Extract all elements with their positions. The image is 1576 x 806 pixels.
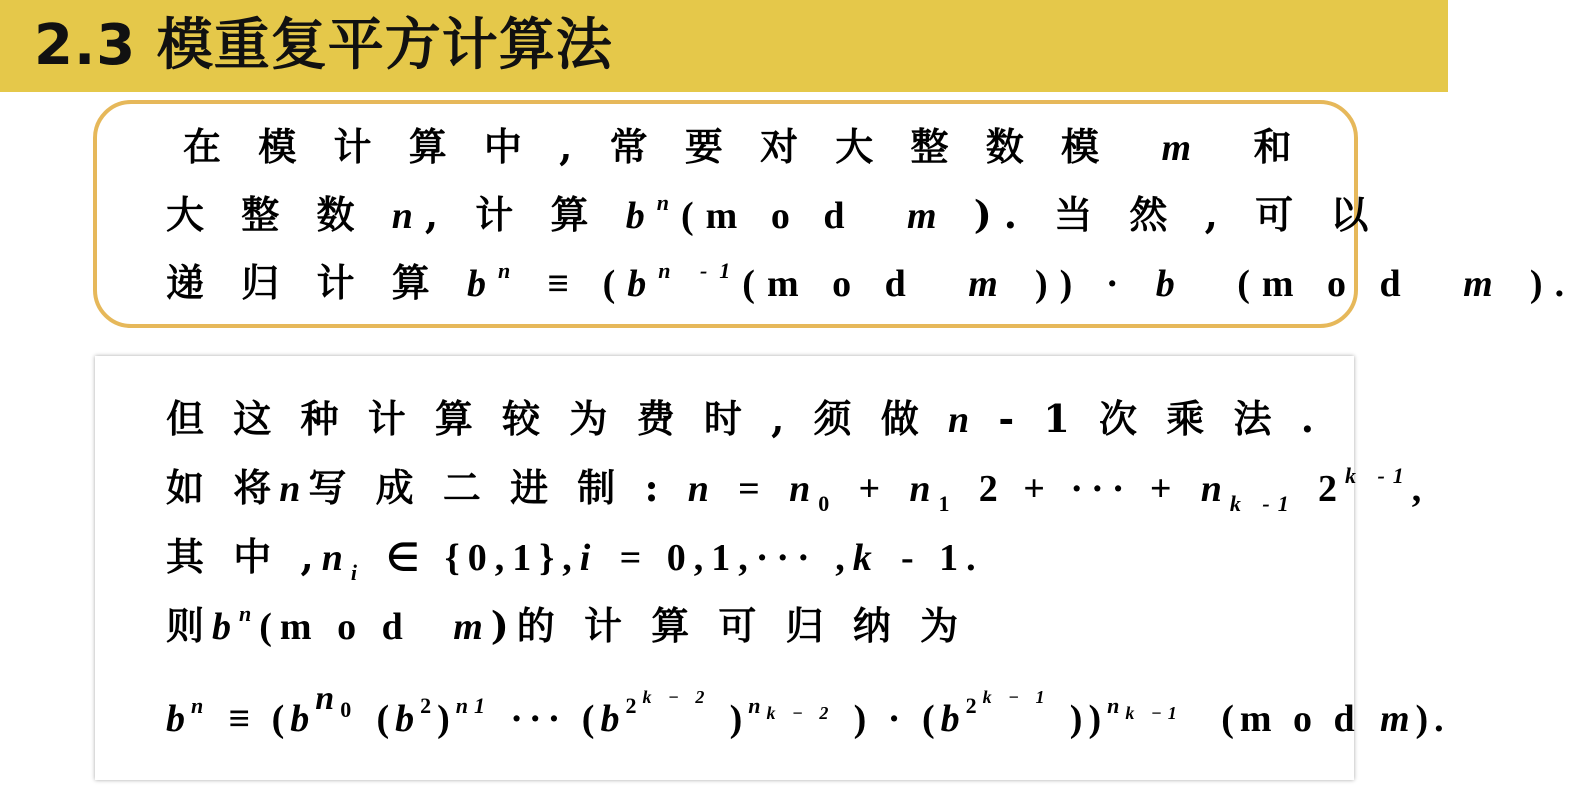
var-n1: n — [909, 468, 939, 510]
method-line-2-mid: 写 成 二 进 制 : — [308, 465, 667, 510]
method-line-4-end: )的 计 算 可 归 纳 为 — [490, 603, 967, 648]
intro-line-2-text: 大 整 数 — [166, 192, 367, 237]
close-end: ). — [1415, 698, 1450, 740]
intro-line-1-text: 在 模 计 算 中 , 常 要 对 大 整 数 模 — [183, 124, 1111, 169]
var-n: n — [687, 468, 717, 510]
mod-open: (m o d — [1237, 263, 1413, 305]
sub-i: i — [350, 560, 365, 585]
intro-line-1-end: 和 — [1253, 124, 1304, 169]
sup-k-1: k -1 — [1344, 463, 1412, 488]
exp-2: 2 — [625, 693, 643, 718]
var-b: b — [395, 698, 421, 740]
var-n: n — [321, 537, 351, 579]
minus-one: - 1. — [900, 537, 984, 579]
sub-0: 0 — [818, 491, 838, 516]
two: 2 — [1317, 468, 1345, 510]
var-n0: n — [789, 468, 819, 510]
var-n: n — [391, 195, 425, 237]
close-dot: )) · — [1035, 263, 1131, 305]
method-line-2 — [166, 463, 1430, 516]
method-line-4-text: 则 — [166, 603, 213, 648]
exp-k-1: k − 1 — [982, 687, 1051, 707]
intro-line-2 — [166, 190, 1380, 240]
comma: , — [1411, 468, 1430, 510]
method-line-1 — [166, 394, 1322, 444]
exp-n-sub-k-2: k − 2 — [766, 703, 835, 723]
var-b: b — [290, 698, 316, 740]
var-n: n — [279, 468, 309, 510]
intro-line-2-mid: , 计 算 — [424, 192, 601, 237]
exp-n: n — [748, 693, 767, 718]
var-b: b — [212, 606, 240, 648]
var-b: b — [166, 698, 191, 740]
paren-close: )) — [1069, 698, 1108, 740]
method-line-3-text: 其 中 , — [166, 534, 322, 579]
paren: ) — [729, 698, 749, 740]
mod-open: (m o d — [681, 195, 857, 237]
intro-line-3 — [166, 258, 1576, 308]
equiv-open: ≡ ( — [547, 263, 628, 305]
set: ∈ {0,1}, — [386, 537, 580, 579]
plus: + — [858, 468, 889, 510]
sub-k-1: k -1 — [1229, 491, 1297, 516]
intro-line-2-end: ). 当 然 , 可 以 — [973, 192, 1381, 237]
exp-k-2: k − 2 — [642, 687, 711, 707]
exp-2: 2 — [965, 693, 983, 718]
exp-n-sub-k-1: k −1 — [1125, 703, 1183, 723]
paren: ) — [437, 698, 456, 740]
close-end: ). — [1529, 263, 1576, 305]
method-line-3 — [166, 532, 984, 585]
var-b: b — [627, 263, 659, 305]
formula-line — [166, 680, 1450, 743]
method-line-4 — [166, 601, 966, 651]
exp-n0: n — [315, 680, 341, 717]
range: = 0,1,··· , — [619, 537, 853, 579]
var-nk: n — [1200, 468, 1230, 510]
var-i: i — [579, 537, 599, 579]
exp-n: n — [191, 693, 210, 718]
var-b: b — [466, 263, 498, 305]
exp-2: 2 — [420, 693, 438, 718]
sub-1: 1 — [938, 491, 958, 516]
mod-open: (m o d — [1221, 698, 1361, 740]
title-bar — [0, 0, 1448, 92]
mod-open: (m o d — [259, 606, 411, 648]
var-m: m — [906, 195, 949, 237]
dots-paren: ··· ( — [510, 698, 601, 740]
var-b: b — [940, 698, 966, 740]
intro-line-3-text: 递 归 计 算 — [166, 260, 442, 305]
exp-n: n — [497, 258, 523, 283]
var-b: b — [1155, 263, 1187, 305]
method-line-1-text: 但 这 种 计 算 较 为 费 时 , 须 做 — [166, 396, 927, 441]
var-b: b — [625, 195, 657, 237]
var-m: m — [453, 606, 491, 648]
method-line-2-text: 如 将 — [166, 465, 280, 510]
exp-n0-sub: 0 — [340, 697, 358, 722]
var-n: n — [948, 399, 978, 441]
var-m: m — [1463, 263, 1505, 305]
two-plus: 2 + ··· + — [978, 468, 1180, 510]
dot-paren: ) · ( — [853, 698, 941, 740]
exp-n: n — [239, 601, 260, 626]
exp-n1: n1 — [455, 693, 492, 718]
mod-open: (m o d — [742, 263, 918, 305]
var-k: k — [852, 537, 880, 579]
exp-n: n — [656, 190, 682, 215]
var-b: b — [600, 698, 626, 740]
exp-n: n — [1107, 693, 1126, 718]
equals: = — [738, 468, 768, 510]
var-m: m — [1379, 698, 1416, 740]
method-line-1-end: - 1 次 乘 法 . — [998, 396, 1322, 441]
exp-n-minus-1: n -1 — [658, 258, 743, 283]
intro-line-1 — [183, 122, 1304, 172]
var-m: m — [968, 263, 1010, 305]
paren: ( — [376, 698, 396, 740]
var-m: m — [1161, 127, 1204, 169]
slide-title: 2.3 模重复平方计算法 — [34, 13, 613, 78]
equiv-open: ≡ ( — [228, 698, 291, 740]
